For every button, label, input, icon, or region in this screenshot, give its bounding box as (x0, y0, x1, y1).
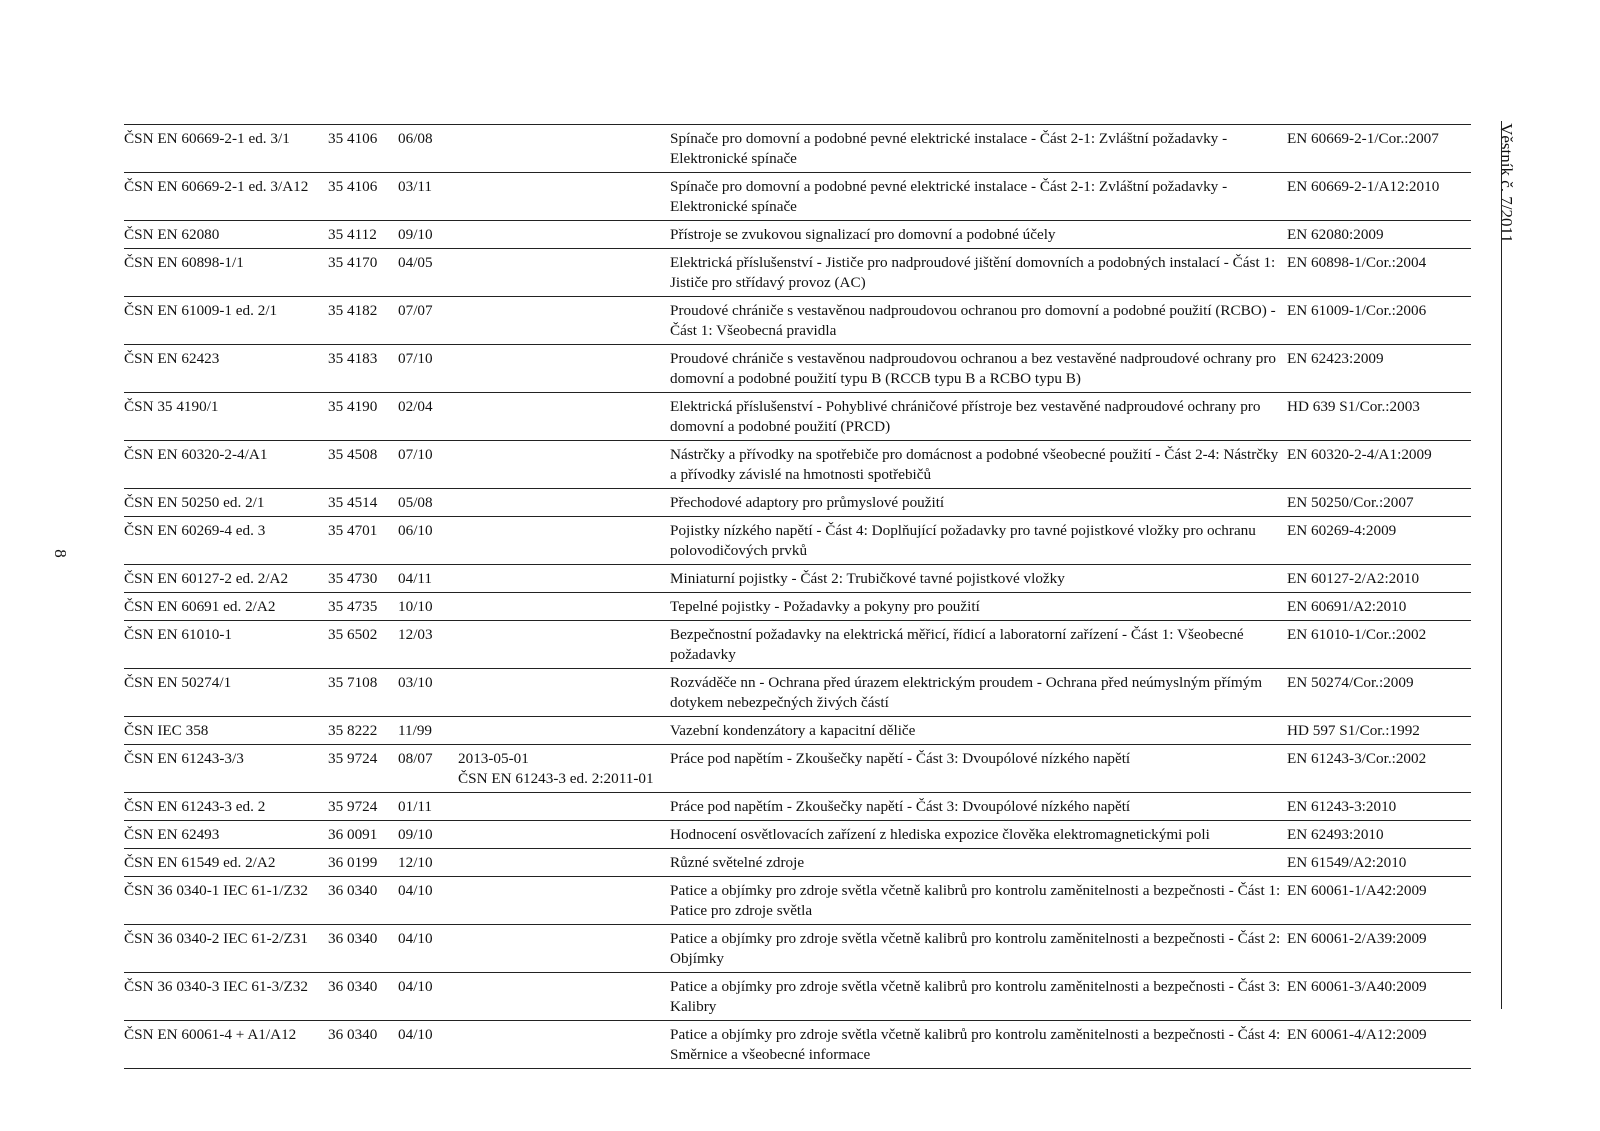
margin-rule (1501, 121, 1502, 1009)
replacement-info (458, 441, 670, 489)
classification-code: 35 4514 (328, 494, 378, 511)
issue-date: 11/99 (398, 722, 433, 739)
replacement-info (458, 973, 670, 1021)
replacement-info (458, 821, 670, 849)
standard-title: Miniaturní pojistky - Část 2: Trubičkové tavné pojistkové vložky (670, 570, 1065, 587)
replacement-info (458, 565, 670, 593)
csn-standard: ČSN EN 62423 (124, 350, 220, 367)
replacement-date: 2013-05-01 (458, 750, 529, 767)
en-reference: EN 61243-3:2010 (1287, 798, 1397, 815)
en-reference: EN 61009-1/Cor.:2006 (1287, 302, 1427, 319)
issue-date: 04/10 (398, 882, 433, 899)
csn-standard: ČSN EN 60669-2-1 ed. 3/1 (124, 130, 290, 147)
issue-date: 04/10 (398, 930, 433, 947)
standard-title: Bezpečnostní požadavky na elektrická měřicí, řídicí a laboratorní zařízení - Část 1: Všeobecné požadavky (670, 626, 1244, 663)
table-row (124, 489, 1471, 517)
csn-standard: ČSN 36 0340-1 IEC 61-1/Z32 (124, 882, 308, 899)
classification-code: 35 4106 (328, 130, 378, 147)
standard-title: Spínače pro domovní a podobné pevné elektrické instalace - Část 2-1: Zvláštní požadavky - Elektronické spínače (670, 178, 1228, 215)
csn-standard: ČSN EN 50250 ed. 2/1 (124, 494, 265, 511)
standard-title: Nástrčky a přívodky na spotřebiče pro domácnost a podobné všeobecné použití - Část 2-4: Nástrčky a přívodky závislé na hmotnosti spotřebičů (670, 446, 1279, 483)
en-reference: EN 61549/A2:2010 (1287, 854, 1407, 871)
issue-date: 12/03 (398, 626, 433, 643)
page-number: 8 (50, 549, 70, 558)
replacement-info (458, 221, 670, 249)
issue-date: 07/10 (398, 446, 433, 463)
standard-title: Proudové chrániče s vestavěnou nadproudovou ochranou pro domovní a podobné použití (RCBO) - Část 1: Všeobecná pravidla (670, 302, 1276, 339)
table-row (124, 669, 1471, 717)
table-row (124, 565, 1471, 593)
en-reference: EN 50250/Cor.:2007 (1287, 494, 1414, 511)
standard-title: Rozváděče nn - Ochrana před úrazem elektrickým proudem - Ochrana před neúmyslným přímým dotykem nebezpečných živých částí (670, 674, 1263, 711)
en-reference: HD 597 S1/Cor.:1992 (1287, 722, 1420, 739)
classification-code: 35 4730 (328, 570, 378, 587)
en-reference: EN 61243-3/Cor.:2002 (1287, 750, 1427, 767)
replacement-info (458, 125, 670, 173)
issue-date: 08/07 (398, 750, 433, 767)
classification-code: 35 4508 (328, 446, 378, 463)
classification-code: 35 4112 (328, 226, 377, 243)
replacement-info (458, 925, 670, 973)
standard-title: Elektrická příslušenství - Pohyblivé chráničové přístroje bez vestavěné nadproudové ochrany pro domovní a podobné použití (PRCD) (670, 398, 1261, 435)
issue-date: 03/10 (398, 674, 433, 691)
en-reference: EN 60061-1/A42:2009 (1287, 882, 1427, 899)
classification-code: 35 4170 (328, 254, 378, 271)
issue-date: 10/10 (398, 598, 433, 615)
en-reference: EN 60669-2-1/A12:2010 (1287, 178, 1440, 195)
classification-code: 36 0340 (328, 882, 378, 899)
csn-standard: ČSN EN 62080 (124, 226, 220, 243)
running-head: Věstník č. 7/2011 (1497, 123, 1516, 243)
standard-title: Patice a objímky pro zdroje světla včetně kalibrů pro kontrolu zaměnitelnosti a bezpečnosti - Část 2: Objímky (670, 930, 1281, 967)
issue-date: 12/10 (398, 854, 433, 871)
issue-date: 04/05 (398, 254, 433, 271)
csn-standard: ČSN 36 0340-3 IEC 61-3/Z32 (124, 978, 308, 995)
classification-code: 36 0340 (328, 978, 378, 995)
table-row (124, 345, 1471, 393)
standards-table-body (124, 125, 1471, 1069)
standard-title: Práce pod napětím - Zkoušečky napětí - Část 3: Dvoupólové nízkého napětí (670, 798, 1131, 815)
standard-title: Patice a objímky pro zdroje světla včetně kalibrů pro kontrolu zaměnitelnosti a bezpečnosti - Část 3: Kalibry (670, 978, 1281, 1015)
table-row (124, 1021, 1471, 1069)
csn-standard: ČSN EN 60061-4 + A1/A12 (124, 1026, 297, 1043)
csn-standard: ČSN EN 61243-3/3 (124, 750, 244, 767)
replacement-standard: ČSN EN 61243-3 ed. 2:2011-01 (458, 770, 654, 787)
csn-standard: ČSN EN 62493 (124, 826, 220, 843)
issue-date: 06/10 (398, 522, 433, 539)
en-reference: EN 62080:2009 (1287, 226, 1384, 243)
standards-table (124, 124, 1471, 1069)
issue-date: 04/11 (398, 570, 433, 587)
replacement-info (458, 173, 670, 221)
replacement-info (458, 393, 670, 441)
csn-standard: ČSN EN 60320-2-4/A1 (124, 446, 268, 463)
en-reference: EN 60320-2-4/A1:2009 (1287, 446, 1432, 463)
csn-standard: ČSN 36 0340-2 IEC 61-2/Z31 (124, 930, 308, 947)
table-row (124, 517, 1471, 565)
issue-date: 07/10 (398, 350, 433, 367)
classification-code: 35 4190 (328, 398, 378, 415)
en-reference: EN 60127-2/A2:2010 (1287, 570, 1420, 587)
table-row (124, 925, 1471, 973)
replacement-info (458, 249, 670, 297)
replacement-info (458, 877, 670, 925)
en-reference: EN 50274/Cor.:2009 (1287, 674, 1414, 691)
en-reference: EN 60669-2-1/Cor.:2007 (1287, 130, 1439, 147)
table-row (124, 717, 1471, 745)
classification-code: 35 4183 (328, 350, 378, 367)
replacement-info (458, 489, 670, 517)
table-row (124, 125, 1471, 173)
classification-code: 36 0340 (328, 1026, 378, 1043)
standard-title: Elektrická příslušenství - Jističe pro nadproudové jištění domovních a podobných instalací - Část 1: Jističe pro střídavý provoz (AC) (670, 254, 1276, 291)
classification-code: 36 0091 (328, 826, 378, 843)
issue-date: 04/10 (398, 1026, 433, 1043)
standard-title: Práce pod napětím - Zkoušečky napětí - Část 3: Dvoupólové nízkého napětí (670, 750, 1131, 767)
replacement-info (458, 517, 670, 565)
standard-title: Vazební kondenzátory a kapacitní děliče (670, 722, 916, 739)
classification-code: 35 7108 (328, 674, 378, 691)
replacement-info (458, 1021, 670, 1069)
issue-date: 04/10 (398, 978, 433, 995)
en-reference: EN 60269-4:2009 (1287, 522, 1397, 539)
classification-code: 35 4106 (328, 178, 378, 195)
table-row (124, 593, 1471, 621)
table-row (124, 441, 1471, 489)
issue-date: 01/11 (398, 798, 433, 815)
csn-standard: ČSN EN 60691 ed. 2/A2 (124, 598, 276, 615)
standard-title: Proudové chrániče s vestavěnou nadproudovou ochranou a bez vestavěné nadproudové ochrany pro domovní a podobné použití typu B (RCCB typu B a RCBO typu B) (670, 350, 1277, 387)
classification-code: 35 4182 (328, 302, 378, 319)
standard-title: Patice a objímky pro zdroje světla včetně kalibrů pro kontrolu zaměnitelnosti a bezpečnosti - Část 4: Směrnice a všeobecné informace (670, 1026, 1281, 1063)
table-row (124, 745, 1471, 793)
table-row (124, 821, 1471, 849)
standard-title: Různé světelné zdroje (670, 854, 805, 871)
table-row (124, 249, 1471, 297)
en-reference: HD 639 S1/Cor.:2003 (1287, 398, 1420, 415)
classification-code: 35 6502 (328, 626, 378, 643)
csn-standard: ČSN IEC 358 (124, 722, 209, 739)
replacement-info (458, 793, 670, 821)
standard-title: Přechodové adaptory pro průmyslové použití (670, 494, 945, 511)
replacement-info (458, 297, 670, 345)
table-row (124, 297, 1471, 345)
standard-title: Tepelné pojistky - Požadavky a pokyny pro použití (670, 598, 980, 615)
en-reference: EN 60691/A2:2010 (1287, 598, 1407, 615)
standard-title: Hodnocení osvětlovacích zařízení z hlediska expozice člověka elektromagnetickými poli (670, 826, 1210, 843)
csn-standard: ČSN EN 61549 ed. 2/A2 (124, 854, 276, 871)
csn-standard: ČSN EN 60669-2-1 ed. 3/A12 (124, 178, 309, 195)
csn-standard: ČSN EN 61243-3 ed. 2 (124, 798, 266, 815)
classification-code: 36 0199 (328, 854, 378, 871)
standard-title: Patice a objímky pro zdroje světla včetně kalibrů pro kontrolu zaměnitelnosti a bezpečnosti - Část 1: Patice pro zdroje světla (670, 882, 1281, 919)
csn-standard: ČSN EN 50274/1 (124, 674, 232, 691)
en-reference: EN 61010-1/Cor.:2002 (1287, 626, 1427, 643)
table-row (124, 621, 1471, 669)
table-row (124, 393, 1471, 441)
replacement-info (458, 669, 670, 717)
classification-code: 35 4735 (328, 598, 378, 615)
issue-date: 07/07 (398, 302, 433, 319)
en-reference: EN 60061-4/A12:2009 (1287, 1026, 1427, 1043)
csn-standard: ČSN EN 61010-1 (124, 626, 233, 643)
table-row (124, 221, 1471, 249)
classification-code: 35 4701 (328, 522, 378, 539)
replacement-info (458, 717, 670, 745)
issue-date: 02/04 (398, 398, 433, 415)
classification-code: 35 9724 (328, 798, 378, 815)
issue-date: 09/10 (398, 826, 433, 843)
classification-code: 35 9724 (328, 750, 378, 767)
issue-date: 03/11 (398, 178, 433, 195)
classification-code: 35 8222 (328, 722, 378, 739)
en-reference: EN 60898-1/Cor.:2004 (1287, 254, 1427, 271)
replacement-info (458, 621, 670, 669)
en-reference: EN 62423:2009 (1287, 350, 1384, 367)
csn-standard: ČSN 35 4190/1 (124, 398, 219, 415)
replacement-info (458, 745, 670, 793)
replacement-info (458, 345, 670, 393)
table-row (124, 173, 1471, 221)
standard-title: Přístroje se zvukovou signalizací pro domovní a podobné účely (670, 226, 1056, 243)
issue-date: 06/08 (398, 130, 433, 147)
csn-standard: ČSN EN 60898-1/1 (124, 254, 244, 271)
csn-standard: ČSN EN 61009-1 ed. 2/1 (124, 302, 278, 319)
en-reference: EN 60061-2/A39:2009 (1287, 930, 1427, 947)
classification-code: 36 0340 (328, 930, 378, 947)
table-row (124, 973, 1471, 1021)
en-reference: EN 62493:2010 (1287, 826, 1384, 843)
standard-title: Pojistky nízkého napětí - Část 4: Doplňující požadavky pro tavné pojistkové vložky pro ochranu polovodičových prvků (670, 522, 1256, 559)
table-row (124, 849, 1471, 877)
issue-date: 05/08 (398, 494, 433, 511)
standard-title: Spínače pro domovní a podobné pevné elektrické instalace - Část 2-1: Zvláštní požadavky - Elektronické spínače (670, 130, 1228, 167)
csn-standard: ČSN EN 60269-4 ed. 3 (124, 522, 266, 539)
csn-standard: ČSN EN 60127-2 ed. 2/A2 (124, 570, 289, 587)
en-reference: EN 60061-3/A40:2009 (1287, 978, 1427, 995)
replacement-info (458, 849, 670, 877)
issue-date: 09/10 (398, 226, 433, 243)
replacement-info (458, 593, 670, 621)
table-row (124, 793, 1471, 821)
table-row (124, 877, 1471, 925)
